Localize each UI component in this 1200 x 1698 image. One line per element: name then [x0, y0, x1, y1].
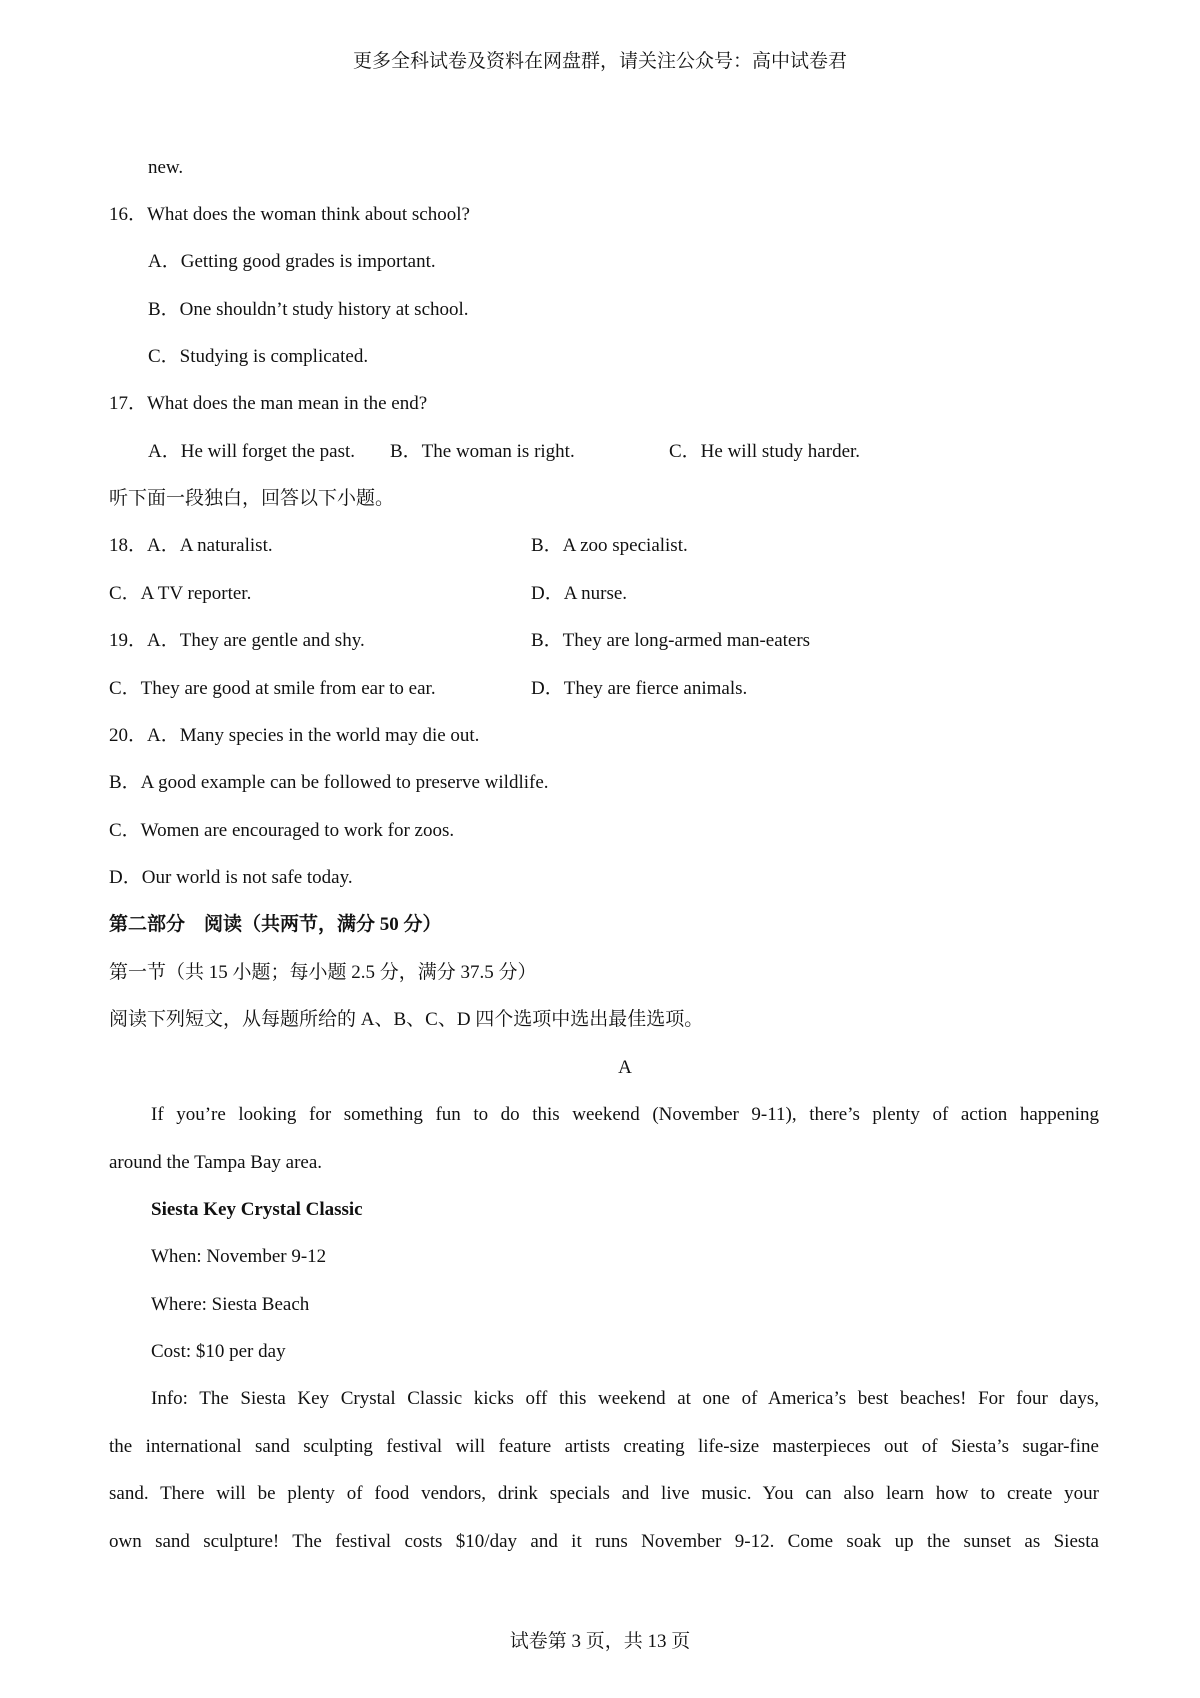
passage-label: A	[618, 1057, 632, 1078]
q18-option-c: C．A TV reporter.	[109, 583, 252, 604]
page-footer: 试卷第 3 页，共 13 页	[509, 1631, 691, 1652]
intro-paragraph-line-1: If you’re looking for something fun to do this weekend (November 9-11), there’s plenty of action happening	[151, 1104, 1099, 1125]
q20-option-a: 20．A．Many species in the world may die out.	[109, 725, 480, 746]
q19-option-d: D．They are fierce animals.	[531, 678, 748, 699]
event-info-line-4: own sand sculpture! The festival costs $10/day and it runs November 9-12. Come soak up the sunset as Siesta	[109, 1531, 1099, 1552]
question-16: 16．What does the woman think about school?	[109, 204, 470, 225]
q19-option-a: 19．A．They are gentle and shy.	[109, 630, 365, 651]
part-two-heading: 第二部分 阅读（共两节，满分 50 分）	[109, 914, 442, 935]
q16-option-b: B．One shouldn’t study history at school.	[148, 299, 469, 320]
event-where: Where: Siesta Beach	[151, 1294, 310, 1315]
continued-text: new.	[148, 157, 184, 178]
section-one-heading: 第一节（共 15 小题；每小题 2.5 分，满分 37.5 分）	[109, 962, 537, 983]
monologue-instruction: 听下面一段独白，回答以下小题。	[109, 488, 395, 509]
q18-option-d: D．A nurse.	[531, 583, 628, 604]
q18-option-b: B．A zoo specialist.	[531, 535, 688, 556]
event-info-line-1: Info: The Siesta Key Crystal Classic kicks off this weekend at one of America’s best beaches! For four days,	[151, 1388, 1099, 1409]
q17-option-c: C．He will study harder.	[669, 441, 861, 462]
event-when: When: November 9-12	[151, 1246, 327, 1267]
event-title: Siesta Key Crystal Classic	[151, 1199, 363, 1220]
q20-option-b: B．A good example can be followed to preserve wildlife.	[109, 772, 549, 793]
event-info-line-2: the international sand sculpting festival will feature artists creating life-size masterpieces out of Siesta’s sugar-fine	[109, 1436, 1099, 1457]
q17-option-a: A．He will forget the past.	[148, 441, 356, 462]
q19-option-c: C．They are good at smile from ear to ear.	[109, 678, 436, 699]
page-header: 更多全科试卷及资料在网盘群，请关注公众号：高中试卷君	[352, 51, 847, 72]
q18-option-a: 18．A．A naturalist.	[109, 535, 273, 556]
q16-option-c: C．Studying is complicated.	[148, 346, 369, 367]
event-cost: Cost: $10 per day	[151, 1341, 286, 1362]
intro-paragraph-line-2: around the Tampa Bay area.	[109, 1152, 323, 1173]
q19-option-b: B．They are long-armed man-eaters	[531, 630, 811, 651]
reading-instruction: 阅读下列短文，从每题所给的 A、B、C、D 四个选项中选出最佳选项。	[109, 1009, 704, 1030]
q20-option-d: D．Our world is not safe today.	[109, 867, 353, 888]
question-17: 17．What does the man mean in the end?	[109, 393, 428, 414]
event-info-line-3: sand. There will be plenty of food vendors, drink specials and live music. You can also learn how to create your	[109, 1483, 1099, 1504]
q17-option-b: B．The woman is right.	[390, 441, 575, 462]
q20-option-c: C．Women are encouraged to work for zoos.	[109, 820, 455, 841]
q16-option-a: A．Getting good grades is important.	[148, 251, 436, 272]
